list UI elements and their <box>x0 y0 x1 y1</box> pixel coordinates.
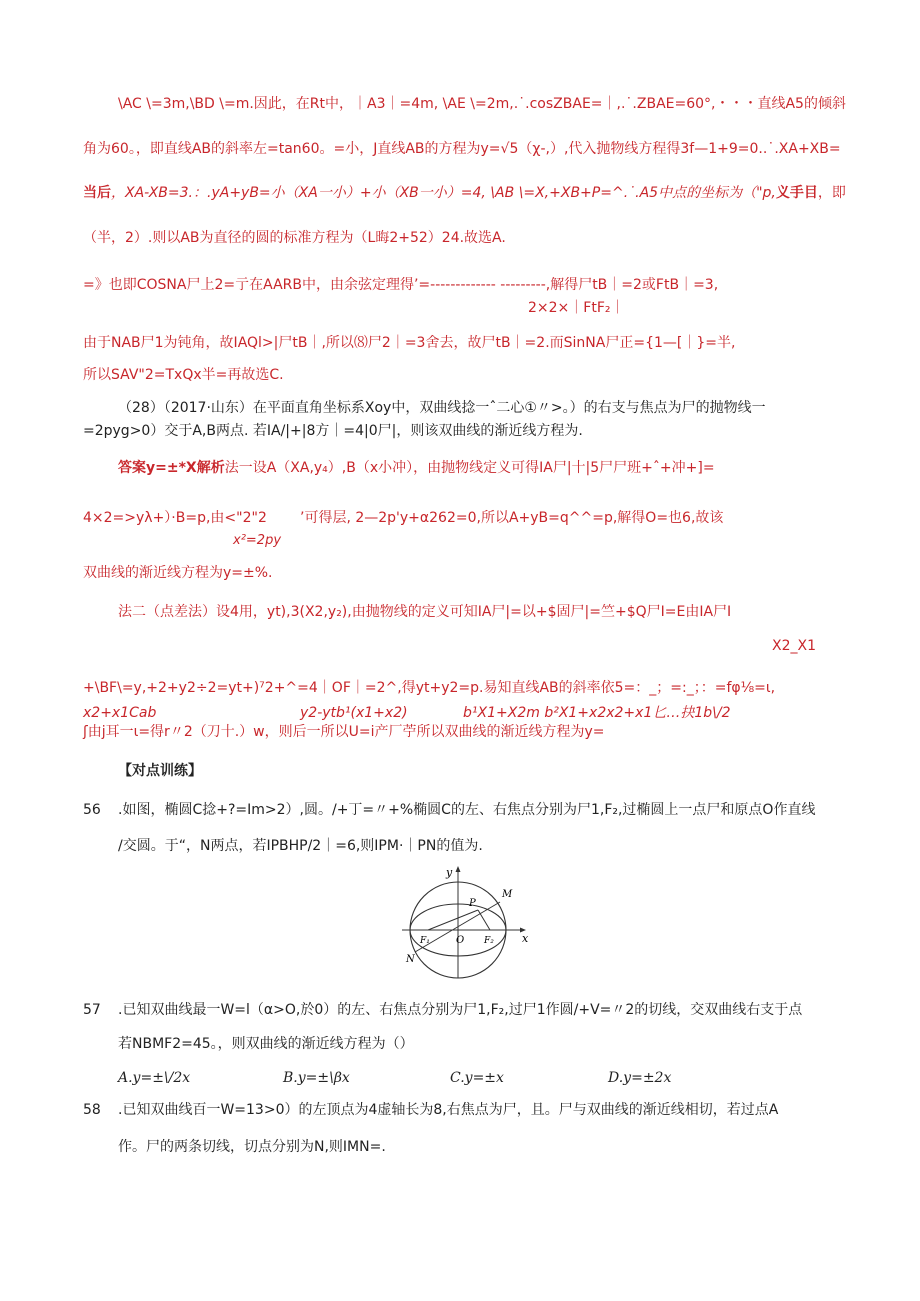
label-N: N <box>406 954 415 965</box>
label-x: x <box>522 932 529 945</box>
method2-line-4: ʃ由j耳一ι=得r〃2（刀十.）w，则后一所以U=i产厂苧所以双曲线的渐近线方程为y= <box>83 724 605 740</box>
label-M: M <box>502 889 513 900</box>
label-y: y <box>446 866 453 879</box>
solution-line-7: 所以SAV"2=TxQx半=再故选C. <box>83 367 284 383</box>
question-58-line-1: .已知双曲线百一W=13>0）的左顶点为4虚轴长为8,右焦点为尸，且。尸与双曲线的渐近线相切，若过点A <box>118 1102 779 1118</box>
question-58-line-2: 作。尸的两条切线，切点分别为N,则IMN=. <box>118 1139 386 1155</box>
method2-line-3b: y2-ytb¹(x1+x2) <box>300 705 408 721</box>
option-b: B.y=±\βx <box>283 1070 350 1086</box>
question-57-line-2: 若NBMF2=45。，则双曲线的渐近线方程为（） <box>118 1036 414 1052</box>
option-c: C.y=±x <box>450 1070 504 1086</box>
solution-line-5: =》也即COSNA尸上2=亍在AARB中，由余弦定理得’=------------- ---------,解得尸tB｜=2或FtB｜=3, <box>83 277 719 293</box>
solution-line-2: 角为60。，即直线AB的斜率左=tan60。=小，J直线AB的方程为y=√5（χ-,）,代入抛物线方程得3f—1+9=0..˙.XA+XB= <box>83 141 841 157</box>
method2-line-2: +\BF\=y,+2+y2÷2=yt+)⁷2+^=4｜OF｜=2^,得yt+y2=p.易知直线AB的斜率依5=：_；=:_；：=fφ⅛=ι, <box>83 680 776 696</box>
method2-line-1: 法二（点差法）设4用，yt),3(X2,y₂),由抛物线的定义可知IA尸|=以+$固尸|=竺+$Q尸I=E由IA尸I <box>118 604 732 620</box>
problem-28-line-1: （28）（2017·山东）在平面直角坐标系Xoy中，双曲线捻一ˆ二心①〃>。）的右支与焦点为尸的抛物线一 <box>118 400 766 416</box>
answer-line-2a: 4×2=>yλ+）·B=p,由<"2"2 <box>83 510 267 526</box>
method2-line-3c: b¹X1+X2m b²X1+x2x2+x1匕…抉1b\/2 <box>463 705 731 721</box>
solution-italic-fragment: ，XA-XB=3.：.yA+yB=小（XA一小）+小（XB一小）=4, \AB \=X,+XB+P=^.˙.A5中点的坐标为（"p, <box>111 185 776 201</box>
label-F1: F₁ <box>420 936 430 946</box>
solution-bold-fragment-2: 义手目 <box>775 185 818 201</box>
solution-line-6: 由于NAB尸1为钝角，故IAQl>|尸tB｜,所以⑻尸2｜=3舍去，故尸tB｜=2.而SinNA尸正={1—[｜}=半, <box>83 335 736 351</box>
label-O: O <box>456 935 465 946</box>
solution-line-3 <box>83 183 846 203</box>
line-PF1 <box>428 910 478 930</box>
question-58-number: 58 <box>83 1102 101 1118</box>
question-57-line-1: .已知双曲线最一W=l（α>O,於0）的左、右焦点分别为尸1,F₂,过尸1作圆/+V=〃2的切线，交双曲线右支于点 <box>118 1002 803 1018</box>
label-F2: F₂ <box>484 936 494 946</box>
solution-denominator: 2×2×｜FtF₂｜ <box>528 300 625 316</box>
solution-line-4: （半，2）.则以AB为直径的圆的标准方程为（L晦2+52）24.故选A. <box>83 230 506 246</box>
solution-bold-fragment: 当后 <box>83 185 111 201</box>
solution-line-1: \AC \=3m,\BD \=m.因此，在Rt中，｜A3｜=4m, \AE \=2m,.˙.cosZBAE=｜,.˙.ZBAE=60°,・・・直线A5的倾斜 <box>118 96 846 112</box>
question-56-line-2: /交圆。于“，N两点，若IPBHP/2｜=6,则IPM·｜PN的值为. <box>118 838 483 854</box>
question-57-number: 57 <box>83 1002 101 1018</box>
question-56-number: 56 <box>83 802 101 818</box>
answer-equation: x²=2py <box>233 533 282 548</box>
method2-fraction: X2_X1 <box>772 638 816 654</box>
answer-line-1 <box>118 458 715 478</box>
line-PF2 <box>478 910 490 930</box>
section-heading: 【对点训练】 <box>118 763 202 779</box>
answer-label: 答案y=±*X解析 <box>118 460 225 476</box>
ellipse-circle-figure <box>398 864 530 980</box>
solution-tail-fragment: ，即 <box>817 185 846 201</box>
answer-line-3: 双曲线的渐近线方程为y=±%. <box>83 565 273 581</box>
answer-text: 法一设A（XA,y₄）,B（x小冲），由抛物线定义可得IA尸|十|5尸尸班+ˆ+冲+]= <box>224 460 715 476</box>
y-axis-arrow <box>456 866 461 872</box>
option-a: A.y=±\/2x <box>118 1070 191 1086</box>
answer-line-2b: ’可得层, 2—2p'y+α262=0,所以A+yB=q^^=p,解得O=也6,故该 <box>300 510 724 526</box>
question-56-line-1: .如图，椭圆C捻+?=Im>2）,圆。/+丁=〃+%椭圆C的左、右焦点分别为尸1,F₂,过椭圆上一点尸和原点O作直线 <box>118 802 816 818</box>
problem-28-line-2: =2pyg>0）交于A,B两点. 若IA/|+|8方｜=4|0尸|，则该双曲线的渐近线方程为. <box>83 423 583 439</box>
method2-line-3a: x2+x1Cab <box>83 705 157 721</box>
label-P: P <box>469 898 476 909</box>
option-d: D.y=±2x <box>608 1070 672 1086</box>
